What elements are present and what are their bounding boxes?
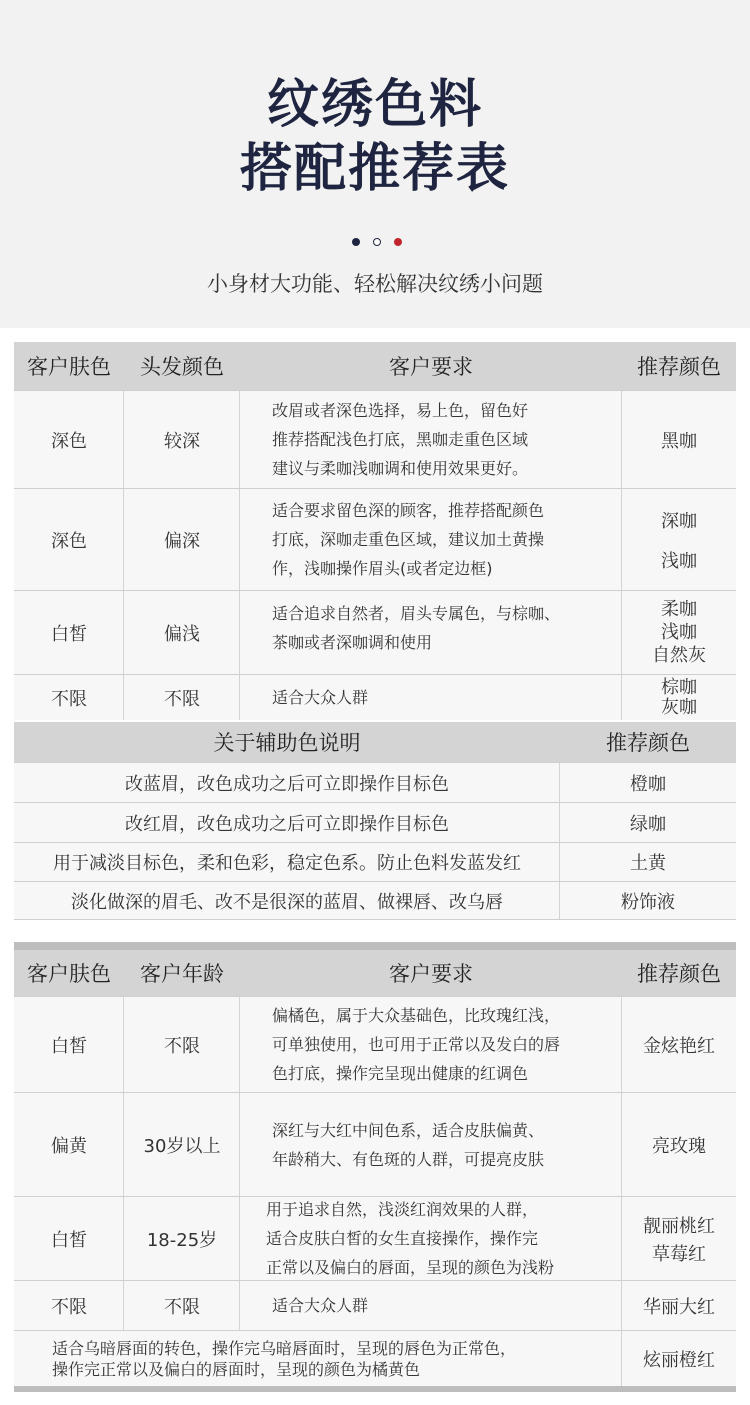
hair-cell: 较深 — [164, 430, 200, 452]
section-divider — [14, 942, 736, 950]
header-aux-desc: 关于辅助色说明 — [213, 731, 361, 755]
page-title-line2: 搭配推荐表 — [239, 139, 510, 199]
age-cell: 不限 — [164, 1296, 200, 1318]
table-row — [14, 802, 736, 842]
requirement-cell — [240, 591, 622, 674]
req-line: 适合追求自然者，眉头专属色，与棕咖、 — [272, 604, 561, 623]
age-cell: 18-25岁 — [146, 1229, 218, 1251]
hero-banner — [0, 0, 750, 328]
hair-cell: 偏深 — [164, 530, 200, 552]
hair-cell: 不限 — [164, 688, 200, 710]
header-rec: 推荐颜色 — [637, 962, 721, 986]
lip-table — [14, 950, 736, 1386]
dot-red-icon — [394, 238, 402, 246]
rec-item: 灰咖 — [661, 696, 697, 718]
dot-navy-icon — [352, 238, 360, 246]
table-row — [14, 390, 736, 488]
aux-rec-cell: 粉饰液 — [621, 891, 675, 913]
rec-cell — [622, 489, 736, 590]
skin-cell: 深色 — [51, 530, 87, 552]
table-row — [14, 762, 736, 802]
rec-item: 浅咖 — [661, 622, 697, 643]
req-line: 改眉或者深色选择，易上色，留色好 — [272, 401, 529, 420]
dot-ring-icon — [373, 238, 381, 246]
header-hair: 头发颜色 — [140, 355, 224, 379]
header-req: 客户要求 — [389, 355, 473, 379]
footer-desc-cell — [14, 1331, 622, 1386]
aux-desc-cell: 改蓝眉，改色成功之后可立即操作目标色 — [125, 773, 449, 795]
header-rec: 推荐颜色 — [637, 355, 721, 379]
rec-cell: 金炫艳红 — [643, 1035, 715, 1057]
requirement-cell: 适合大众人群 — [272, 688, 369, 707]
header-skin: 客户肤色 — [27, 962, 111, 986]
skin-cell: 白皙 — [51, 1035, 87, 1057]
header-skin: 客户肤色 — [27, 355, 111, 379]
rec-cell: 亮玫瑰 — [652, 1135, 706, 1157]
footer-rec-cell: 炫丽橙红 — [643, 1349, 715, 1371]
rec-cell — [622, 1197, 736, 1280]
skin-cell: 不限 — [51, 688, 87, 710]
req-line: 年龄稍大、有色斑的人群，可提亮皮肤 — [272, 1149, 545, 1169]
table-row — [14, 590, 736, 674]
requirement-cell — [240, 1197, 622, 1280]
table-row — [14, 1280, 736, 1330]
rec-item: 浅咖 — [661, 550, 697, 572]
req-line: 色打底，操作完呈现出健康的红调色 — [272, 1064, 529, 1083]
aux-color-table — [14, 722, 736, 920]
req-line: 深红与大红中间色系，适合皮肤偏黄、 — [272, 1120, 545, 1140]
rec-item: 草莓红 — [652, 1243, 706, 1265]
decorative-dots — [352, 238, 402, 246]
req-line: 打底，深咖走重色区域，建议加土黄操 — [272, 530, 545, 549]
rec-cell: 黑咖 — [661, 430, 697, 452]
age-cell: 不限 — [164, 1035, 200, 1057]
skin-cell: 深色 — [51, 430, 87, 452]
aux-desc-cell: 淡化做深的眉毛、改不是很深的蓝眉、做裸唇、改乌唇 — [71, 891, 503, 913]
table-row — [14, 674, 736, 720]
requirement-cell: 适合大众人群 — [272, 1296, 369, 1315]
hair-cell: 偏浅 — [164, 623, 200, 645]
rec-item: 深咖 — [661, 510, 697, 532]
skin-cell: 不限 — [51, 1296, 87, 1318]
requirement-cell — [240, 391, 622, 488]
header-req: 客户要求 — [389, 962, 473, 986]
brow-table-header — [14, 342, 736, 390]
req-line: 正常以及偏白的唇面，呈现的颜色为浅粉 — [266, 1258, 555, 1277]
rec-cell — [622, 675, 736, 720]
page-title-line1: 纹绣色料 — [266, 75, 483, 135]
req-line: 推荐搭配浅色打底，黑咖走重色区域 — [272, 430, 529, 449]
rec-item: 自然灰 — [652, 645, 706, 666]
table-row — [14, 842, 736, 881]
table-row-footer — [14, 1330, 736, 1386]
rec-cell: 华丽大红 — [643, 1296, 715, 1318]
aux-rec-cell: 橙咖 — [630, 773, 666, 795]
skin-cell: 白皙 — [51, 1229, 87, 1251]
requirement-cell — [240, 489, 622, 590]
skin-cell: 偏黄 — [51, 1135, 87, 1157]
aux-table-header — [14, 722, 736, 762]
aux-desc-cell: 用于减淡目标色，柔和色彩，稳定色系。防止色料发蓝发红 — [53, 853, 521, 874]
page-subtitle: 小身材大功能、轻松解决纹绣小问题 — [207, 272, 543, 296]
header-age: 客户年龄 — [140, 962, 224, 986]
skin-cell: 白皙 — [51, 623, 87, 645]
req-line: 茶咖或者深咖调和使用 — [272, 633, 433, 652]
requirement-cell — [240, 1093, 622, 1196]
table-row — [14, 1092, 736, 1196]
req-line: 建议与柔咖浅咖调和使用效果更好。 — [272, 459, 529, 478]
rec-item: 柔咖 — [661, 599, 697, 620]
age-cell: 30岁以上 — [143, 1135, 221, 1157]
footer-line: 操作完正常以及偏白的唇面时，呈现的颜色为橘黄色 — [52, 1359, 421, 1379]
table-row — [14, 881, 736, 920]
rec-cell — [622, 591, 736, 674]
aux-rec-cell: 绿咖 — [630, 813, 666, 835]
lip-table-header — [14, 950, 736, 996]
table-row — [14, 996, 736, 1092]
aux-desc-cell: 改红眉，改色成功之后可立即操作目标色 — [125, 813, 449, 835]
req-line: 偏橘色，属于大众基础色，比玫瑰红浅， — [272, 1006, 561, 1025]
req-line: 可单独使用，也可用于正常以及发白的唇 — [272, 1035, 561, 1054]
req-line: 用于追求自然，浅淡红润效果的人群， — [266, 1200, 539, 1219]
header-aux-rec: 推荐颜色 — [606, 731, 690, 755]
requirement-cell — [240, 997, 622, 1092]
footer-line: 适合乌暗唇面的转色，操作完乌暗唇面时，呈现的唇色为正常色， — [52, 1338, 517, 1358]
req-line: 适合要求留色深的顾客，推荐搭配颜色 — [272, 501, 545, 520]
brow-table — [14, 342, 736, 720]
req-line: 适合皮肤白皙的女生直接操作，操作完 — [266, 1229, 539, 1248]
table-row — [14, 488, 736, 590]
req-line: 作，浅咖操作眉头(或者定边框) — [272, 559, 493, 578]
aux-rec-cell: 土黄 — [630, 853, 666, 874]
table-row — [14, 1196, 736, 1280]
rec-item: 靓丽桃红 — [643, 1215, 715, 1237]
bottom-divider — [14, 1386, 736, 1392]
rec-item: 棕咖 — [661, 676, 697, 698]
